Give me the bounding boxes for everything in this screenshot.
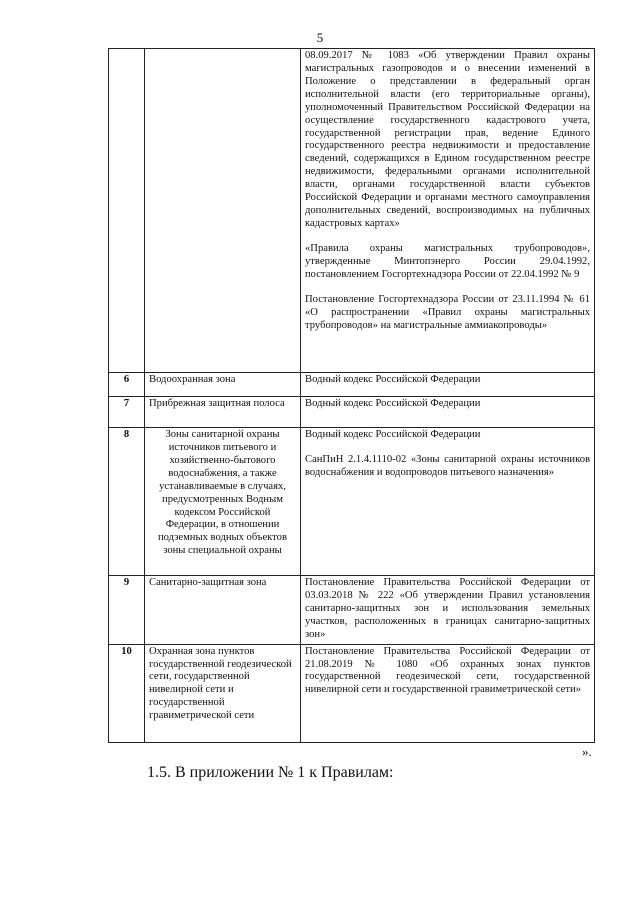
table-row bbox=[109, 576, 595, 645]
document-text: Водный кодекс Российской Федерации bbox=[305, 429, 481, 440]
section-heading: 1.5. В приложении № 1 к Правилам: bbox=[147, 764, 394, 781]
row-number: 8 bbox=[109, 428, 145, 576]
table-row bbox=[109, 373, 595, 397]
zone-name: Водоохранная зона bbox=[145, 373, 301, 397]
document-text: СанПиН 2.1.4.1110-02 «Зоны санитарной охраны источников водоснабжения и водопроводов питьевого назначения» bbox=[305, 453, 590, 478]
legal-documents bbox=[301, 576, 595, 645]
document-text: Водный кодекс Российской Федерации bbox=[305, 374, 481, 385]
zone-name: Зоны санитарной охраны источников питьевого и хозяйственно-бытового водоснабжения, а также устанавливаемые в случаях, предусмотренных Водным кодексом Российской Федерации, в отношении подземных водных объектов зоны специальной охраны bbox=[145, 428, 301, 576]
page-number: 5 bbox=[316, 30, 324, 45]
table-row bbox=[109, 397, 595, 428]
zones-regulations-table bbox=[108, 48, 595, 743]
legal-documents bbox=[301, 49, 595, 373]
row-number: 10 bbox=[109, 644, 145, 742]
zone-name: Прибрежная защитная полоса bbox=[145, 397, 301, 428]
zone-name: Охранная зона пунктов государственной геодезической сети, государственной нивелирной сети и государственной гравиметрической сети bbox=[145, 644, 301, 742]
zone-name: Санитарно-защитная зона bbox=[145, 576, 301, 645]
document-text: 08.09.2017 № 1083 «Об утверждении Правил охраны магистральных газопроводов и о внесении изменений в Положение о представлении в федеральный орган исполнительной власти (его территориальные органы), уполномоченный Правительством Российской Федерации на осуществление государственного кадастрового учета, государственной регистрации прав, ведение Единого государственного реестра недвижимости и предоставление сведений, содержащихся в Едином государственном реестре недвижимости, федеральными органами исполнительной власти, органами государственной власти субъектов Российской Федерации и органами местного самоуправления дополнительных сведений, воспроизводимых на публичных кадастровых картах» bbox=[305, 50, 590, 229]
legal-documents bbox=[301, 373, 595, 397]
row-number: 7 bbox=[109, 397, 145, 428]
zone-name bbox=[145, 49, 301, 373]
document-text: Постановление Госгортехнадзора России от 23.11.1994 № 61 «О распространении «Правил охраны магистральных трубопроводов» на магистральные аммиакопроводы» bbox=[305, 293, 590, 331]
table-row bbox=[109, 644, 595, 742]
document-text: «Правила охраны магистральных трубопроводов», утвержденные Минтопэнерго России 29.04.1992, постановлением Госгортехнадзора России от 22.04.1992 № 9 bbox=[305, 242, 590, 280]
table-row bbox=[109, 49, 595, 373]
closing-quote-mark: ». bbox=[582, 744, 592, 759]
row-number bbox=[109, 49, 145, 373]
row-number: 6 bbox=[109, 373, 145, 397]
legal-documents bbox=[301, 428, 595, 576]
document-text: Постановление Правительства Российской Федерации от 21.08.2019 № 1080 «Об охранных зонах пунктов государственной геодезической сети, государственной нивелирной сети и государственной гравиметрической сети» bbox=[305, 645, 590, 696]
table-row bbox=[109, 428, 595, 576]
row-number: 9 bbox=[109, 576, 145, 645]
legal-documents bbox=[301, 397, 595, 428]
legal-documents bbox=[301, 644, 595, 742]
document-text: Постановление Правительства Российской Федерации от 03.03.2018 № 222 «Об утверждении Правил установления санитарно-защитных зон и использования земельных участков, расположенных в границах санитарно-защитных зон» bbox=[305, 577, 590, 640]
document-text: Водный кодекс Российской Федерации bbox=[305, 398, 481, 409]
